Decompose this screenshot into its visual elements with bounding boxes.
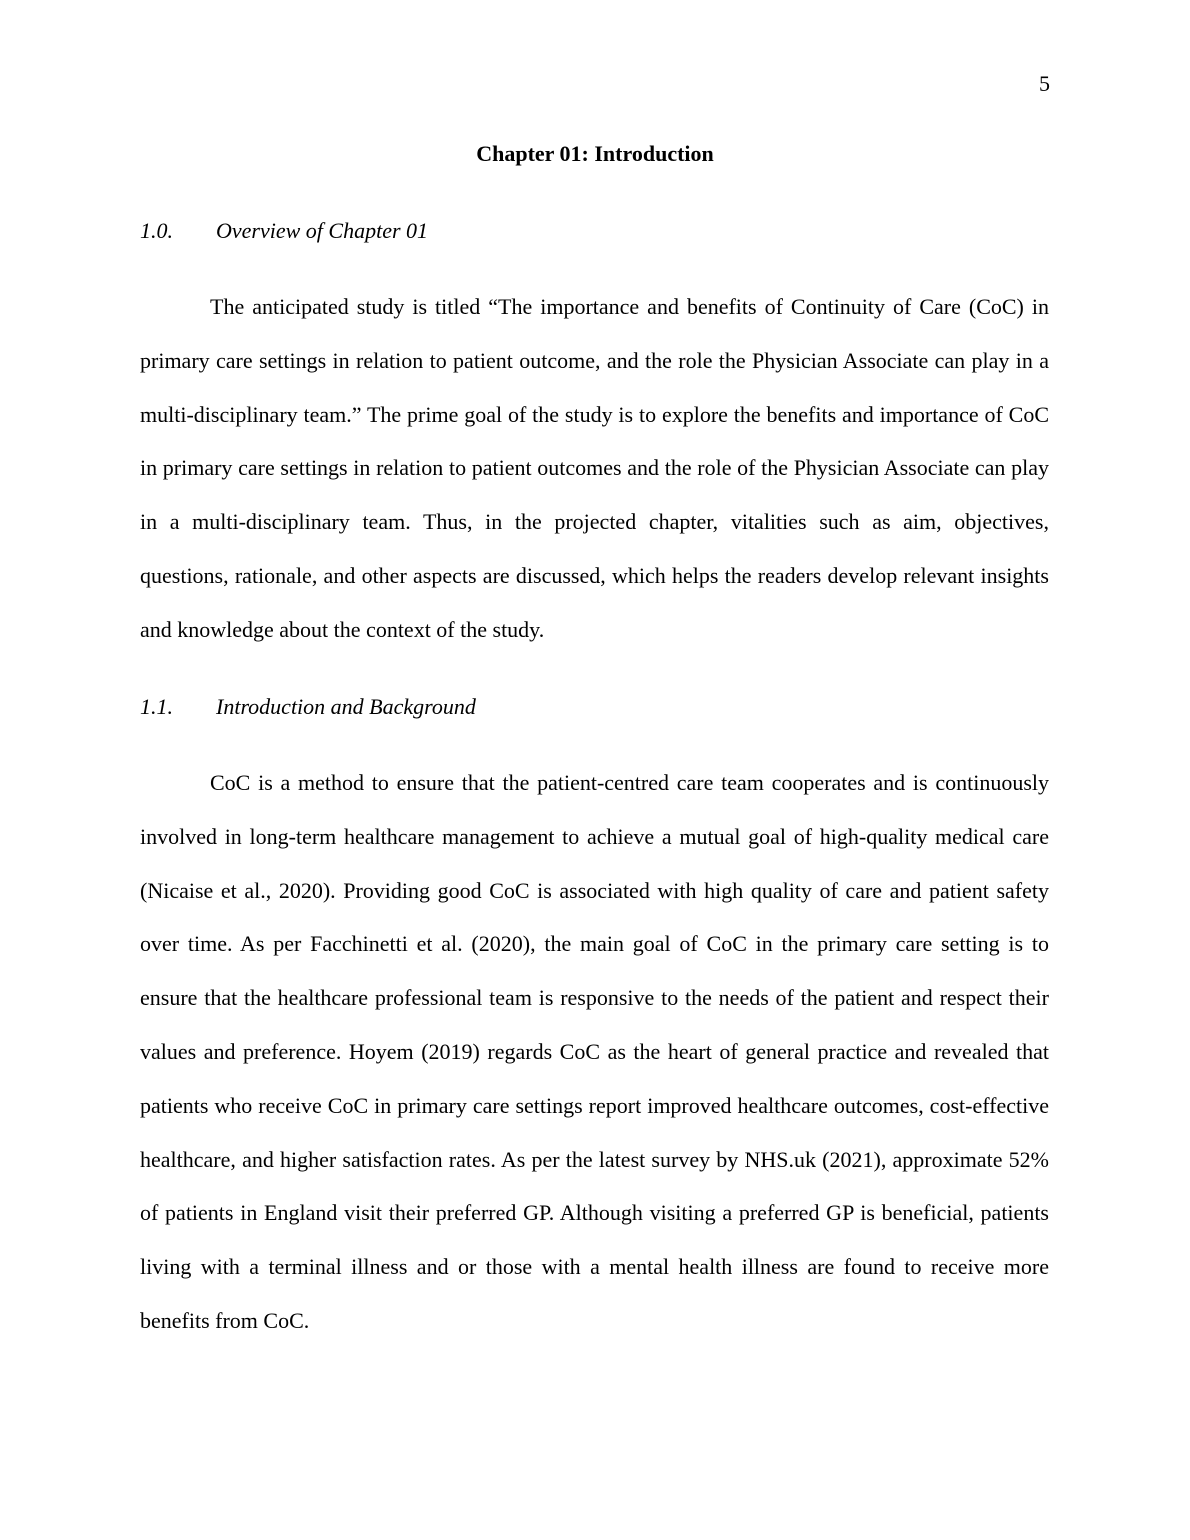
section-title: Introduction and Background	[216, 694, 476, 719]
section-heading-overview	[140, 217, 428, 245]
section-number: 1.1.	[140, 694, 173, 719]
section-heading-introduction	[140, 693, 476, 721]
section-number: 1.0.	[140, 218, 173, 243]
overview-paragraph: The anticipated study is titled “The importance and benefits of Continuity of Care (CoC) in primary care settings in relation to patient outcome, and the role the Physician Associate can play in a multi-disciplinary team.” The prime goal of the study is to explore the benefits and importance of CoC in primary care settings in relation to patient outcomes and the role of the Physician Associate can play in a multi-disciplinary team. Thus, in the projected chapter, vitalities such as aim, objectives, questions, rationale, and other aspects are discussed, which helps the readers develop relevant insights and knowledge about the context of the study.	[140, 294, 1049, 642]
section-title: Overview of Chapter 01	[216, 218, 429, 243]
page-number: 5	[1039, 71, 1050, 96]
chapter-title: Chapter 01: Introduction	[476, 141, 714, 166]
introduction-paragraph: CoC is a method to ensure that the patient-centred care team cooperates and is continuously involved in long-term healthcare management to achieve a mutual goal of high-quality medical care (Nicaise et al., 2020). Providing good CoC is associated with high quality of care and patient safety over time. As per Facchinetti et al. (2020), the main goal of CoC in the primary care setting is to ensure that the healthcare professional team is responsive to the needs of the patient and respect their values and preference. Hoyem (2019) regards CoC as the heart of general practice and revealed that patients who receive CoC in primary care settings report improved healthcare outcomes, cost-effective healthcare, and higher satisfaction rates. As per the latest survey by NHS.uk (2021), approximate 52% of patients in England visit their preferred GP. Although visiting a preferred GP is beneficial, patients living with a terminal illness and or those with a mental health illness are found to receive more benefits from CoC.	[140, 770, 1049, 1333]
